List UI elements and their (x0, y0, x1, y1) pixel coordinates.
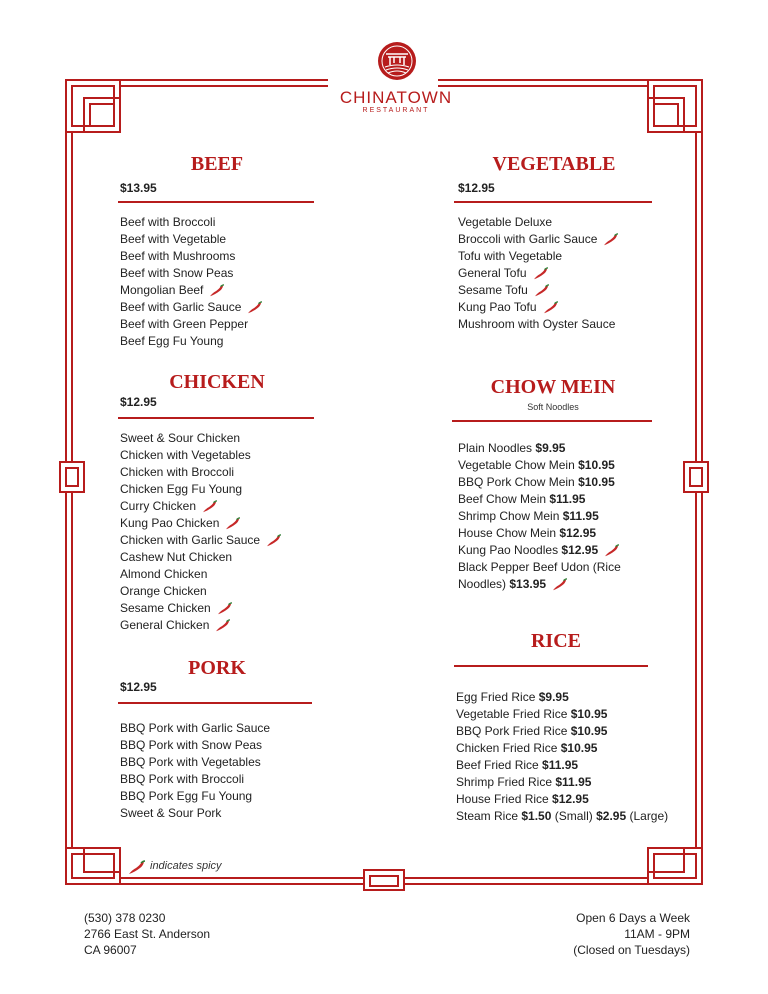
menu-item-name: Chicken with Broccoli (120, 465, 235, 479)
chili-pepper-icon (542, 301, 560, 315)
menu-item-name: BBQ Pork with Broccoli (120, 772, 245, 786)
menu-item-name: Sweet & Sour Pork (120, 806, 222, 820)
menu-item-price: $10.95 (570, 707, 608, 721)
menu-item (456, 774, 668, 791)
menu-item-name: Kung Pao Tofu (458, 300, 537, 314)
chili-pepper-icon (208, 284, 226, 298)
restaurant-logo-icon (377, 41, 417, 81)
menu-item-price: $10.95 (560, 741, 598, 755)
menu-item (458, 265, 620, 282)
divider-vegetable (454, 201, 652, 203)
menu-item (120, 214, 264, 231)
menu-item-name: Beef with Mushrooms (120, 249, 236, 263)
menu-item-name: Tofu with Vegetable (458, 249, 563, 263)
menu-item-name: Beef Fried Rice (456, 758, 539, 772)
chili-pepper-icon (246, 301, 264, 315)
menu-item-price: $12.95 (561, 543, 599, 557)
chili-pepper-icon (551, 578, 569, 592)
menu-item (458, 474, 621, 491)
menu-item-name: BBQ Pork Chow Mein (458, 475, 575, 489)
menu-item (458, 559, 621, 576)
section-title-beef: BEEF (190, 153, 244, 175)
menu-item-name: Black Pepper Beef Udon (Rice (458, 560, 621, 574)
menu-item (120, 805, 270, 822)
menu-item (458, 542, 621, 559)
menu-item (120, 737, 270, 754)
hours-line-1: Open 6 Days a Week (576, 911, 690, 925)
menu-item (120, 333, 264, 350)
menu-item (458, 457, 621, 474)
restaurant-name: CHINATOWN (339, 88, 453, 107)
menu-item-name: Curry Chicken (120, 499, 197, 513)
menu-item-name: House Chow Mein (458, 526, 557, 540)
section-title-rice: RICE (530, 630, 581, 652)
menu-item (458, 214, 620, 231)
menu-list-chicken (120, 430, 283, 634)
menu-list-chow-mein (458, 440, 621, 593)
menu-item-price: $9.95 (535, 441, 566, 455)
menu-item-price: $13.95 (509, 577, 547, 591)
menu-item-price: $12.95 (559, 526, 597, 540)
menu-item (120, 299, 264, 316)
menu-item-name: BBQ Pork Egg Fu Young (120, 789, 253, 803)
menu-item (456, 791, 668, 808)
menu-item-name: Vegetable Fried Rice (456, 707, 568, 721)
section-title-pork: PORK (188, 657, 246, 679)
menu-item (120, 515, 283, 532)
menu-item (120, 231, 264, 248)
menu-item (120, 771, 270, 788)
menu-item (120, 549, 283, 566)
menu-item-name: Orange Chicken (120, 584, 207, 598)
menu-item-name: Beef with Broccoli (120, 215, 216, 229)
menu-item-name: Vegetable Deluxe (458, 215, 553, 229)
menu-item-name: Noodles) (458, 577, 507, 591)
menu-item (120, 566, 283, 583)
menu-item-name: Shrimp Chow Mein (458, 509, 560, 523)
menu-item (458, 525, 621, 542)
chili-pepper-icon (216, 602, 234, 616)
divider-rice (454, 665, 648, 667)
menu-item-name: Sesame Tofu (458, 283, 528, 297)
menu-item (458, 282, 620, 299)
menu-item-name: Broccoli with Garlic Sauce (458, 232, 598, 246)
contact-info (84, 910, 210, 958)
menu-item-price: $11.95 (549, 492, 586, 506)
menu-item-name: Beef Chow Mein (458, 492, 547, 506)
menu-item-price: $11.95 (562, 509, 599, 523)
menu-item-name: Sweet & Sour Chicken (120, 431, 241, 445)
menu-item-name: Kung Pao Chicken (120, 516, 220, 530)
menu-item-price: $9.95 (538, 690, 569, 704)
opening-hours (573, 910, 690, 958)
menu-item (458, 440, 621, 457)
chili-pepper-icon (603, 544, 621, 558)
restaurant-subtitle: RESTAURANT (362, 107, 430, 114)
menu-list-pork (120, 720, 270, 822)
menu-list-rice (456, 689, 668, 825)
menu-item (120, 282, 264, 299)
menu-item-price: $10.95 (578, 475, 615, 489)
menu-item (458, 491, 621, 508)
steam-rice-large: (Large) (629, 809, 669, 823)
menu-item-name: Mongolian Beef (120, 283, 204, 297)
menu-item (120, 754, 270, 771)
steam-rice-name: Steam Rice (456, 809, 519, 823)
menu-item (456, 740, 668, 757)
steam-rice-price-large: $2.95 (596, 809, 627, 823)
section-subtitle-chow-mein: Soft Noodles (527, 402, 579, 412)
menu-item (120, 248, 264, 265)
section-price-beef: $13.95 (120, 181, 157, 195)
menu-item (456, 723, 668, 740)
menu-item (120, 532, 283, 549)
chili-pepper-icon (224, 517, 242, 531)
menu-item-name: Plain Noodles (458, 441, 533, 455)
menu-item (456, 706, 668, 723)
menu-item-price: $10.95 (578, 458, 615, 472)
menu-item (458, 299, 620, 316)
menu-item-name: Beef with Garlic Sauce (120, 300, 242, 314)
section-title-vegetable: VEGETABLE (492, 153, 616, 175)
chili-pepper-icon (265, 534, 283, 548)
section-title-chicken: CHICKEN (169, 371, 265, 393)
address-line-2: CA 96007 (84, 943, 137, 957)
menu-item-name: Kung Pao Noodles (458, 543, 559, 557)
menu-item (120, 430, 283, 447)
menu-item-name: Vegetable Chow Mein (458, 458, 575, 472)
menu-item (120, 788, 270, 805)
section-price-chicken: $12.95 (120, 395, 157, 409)
section-price-pork: $12.95 (120, 680, 157, 694)
menu-item (120, 583, 283, 600)
chili-pepper-icon (532, 267, 550, 281)
menu-item-name: Beef Egg Fu Young (120, 334, 224, 348)
menu-item-name: Chicken Fried Rice (456, 741, 558, 755)
phone-number: (530) 378 0230 (84, 911, 166, 925)
divider-chow-mein (452, 420, 652, 422)
menu-item (120, 481, 283, 498)
hours-line-2: 11AM - 9PM (624, 927, 690, 941)
divider-beef (118, 201, 314, 203)
menu-item (120, 720, 270, 737)
menu-item-steam-rice (456, 808, 668, 825)
menu-item (456, 757, 668, 774)
menu-item (120, 617, 283, 634)
menu-item-name: BBQ Pork Fried Rice (456, 724, 568, 738)
menu-item (458, 508, 621, 525)
menu-item (120, 498, 283, 515)
chili-pepper-icon (533, 284, 551, 298)
address-line-1: 2766 East St. Anderson (84, 927, 211, 941)
steam-rice-price-small: $1.50 (521, 809, 552, 823)
menu-list-vegetable (458, 214, 620, 333)
menu-item-name: Egg Fried Rice (456, 690, 536, 704)
menu-item (458, 231, 620, 248)
steam-rice-small: (Small) (554, 809, 593, 823)
menu-item-price: $11.95 (555, 775, 592, 789)
menu-item-name: Beef with Green Pepper (120, 317, 249, 331)
menu-item-name: Shrimp Fried Rice (456, 775, 553, 789)
menu-item (120, 464, 283, 481)
section-title-chow-mein: CHOW MEIN (490, 376, 616, 398)
menu-item (120, 600, 283, 617)
chili-pepper-icon (602, 233, 620, 247)
menu-item-name: Mushroom with Oyster Sauce (458, 317, 616, 331)
menu-item-name: House Fried Rice (456, 792, 549, 806)
menu-item-name: Almond Chicken (120, 567, 208, 581)
menu-item-name: Beef with Vegetable (120, 232, 227, 246)
menu-item-name: Beef with Snow Peas (120, 266, 234, 280)
chili-pepper-icon (127, 860, 147, 876)
menu-item-name: General Chicken (120, 618, 210, 632)
menu-item-price: $10.95 (570, 724, 608, 738)
spicy-legend-text: indicates spicy (150, 860, 222, 872)
menu-item-name: BBQ Pork with Vegetables (120, 755, 261, 769)
menu-item-name: Sesame Chicken (120, 601, 211, 615)
section-price-vegetable: $12.95 (458, 181, 495, 195)
menu-list-beef (120, 214, 264, 350)
menu-item (120, 265, 264, 282)
menu-item (458, 576, 621, 593)
menu-item (120, 316, 264, 333)
menu-item-name: BBQ Pork with Garlic Sauce (120, 721, 271, 735)
menu-item-name: General Tofu (458, 266, 527, 280)
menu-item (120, 447, 283, 464)
menu-item-name: Chicken Egg Fu Young (120, 482, 243, 496)
menu-item-name: BBQ Pork with Snow Peas (120, 738, 263, 752)
menu-item-name: Chicken with Garlic Sauce (120, 533, 261, 547)
menu-item-price: $11.95 (542, 758, 579, 772)
divider-chicken (118, 417, 314, 419)
menu-item (458, 248, 620, 265)
menu-item-name: Chicken with Vegetables (120, 448, 251, 462)
menu-item (456, 689, 668, 706)
menu-item-price: $12.95 (552, 792, 589, 806)
menu-item (458, 316, 620, 333)
chili-pepper-icon (201, 500, 219, 514)
menu-item-name: Cashew Nut Chicken (120, 550, 233, 564)
hours-line-3: (Closed on Tuesdays) (573, 943, 690, 957)
chili-pepper-icon (214, 619, 232, 633)
divider-pork (118, 702, 312, 704)
